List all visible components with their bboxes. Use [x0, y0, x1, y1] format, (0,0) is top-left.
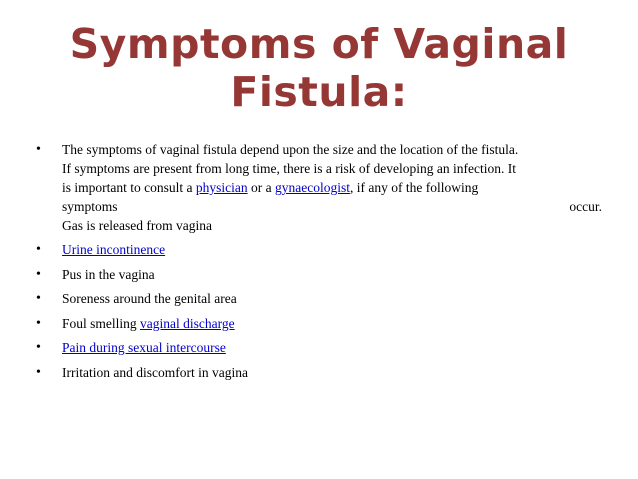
physician-link[interactable]: physician: [195, 180, 248, 195]
bullet-icon: •: [36, 142, 41, 157]
gynaecologist-link[interactable]: gynaecologist: [275, 180, 350, 195]
intro-line-5: Gas is released from vagina: [62, 218, 212, 233]
bullet-icon: •: [36, 291, 41, 306]
intro-line-2: If symptoms are present from long time, there is a risk of developing an infection. It: [62, 161, 517, 176]
list-item: [36, 238, 602, 263]
slide-title: [0, 20, 638, 116]
urine-incontinence-link[interactable]: Urine incontinence: [62, 242, 166, 257]
intro-line-4-left: symptoms: [62, 199, 118, 214]
intro-line-3-start: is important to consult a: [62, 180, 196, 195]
list-item: [36, 361, 602, 386]
bullet-icon: •: [36, 266, 41, 282]
symptom-list: [36, 140, 602, 385]
bullet-icon: •: [36, 364, 41, 380]
symptom-text: Soreness around the genital area: [62, 291, 237, 306]
intro-line-3-end: , if any of the following: [349, 180, 479, 195]
symptom-text: Foul smelling: [62, 315, 141, 331]
bullet-icon: •: [36, 315, 41, 331]
bullet-icon: •: [36, 242, 41, 257]
symptom-text: Irritation and discomfort in vagina: [62, 364, 248, 380]
list-item: [36, 312, 602, 337]
intro-line-4: [62, 197, 602, 216]
intro-line-1: The symptoms of vaginal fistula depend upon the size and the location of the fistula.: [62, 142, 519, 157]
bullet-icon: •: [36, 340, 41, 355]
list-item: [36, 263, 602, 288]
intro-bullet: [36, 140, 602, 235]
title-line-1: Symptoms of Vaginal: [69, 20, 569, 68]
list-item: [36, 287, 602, 312]
intro-line-3-mid: or a: [247, 180, 275, 195]
vaginal-discharge-link[interactable]: vaginal discharge: [140, 315, 235, 331]
list-item: [36, 336, 602, 361]
symptom-text: Pus in the vagina: [62, 266, 155, 282]
painful-intercourse-link[interactable]: Pain during sexual intercourse: [62, 340, 226, 355]
title-line-2: Fistula:: [230, 68, 408, 116]
intro-line-4-right: occur.: [569, 199, 602, 214]
intro-line-3: [62, 180, 478, 195]
